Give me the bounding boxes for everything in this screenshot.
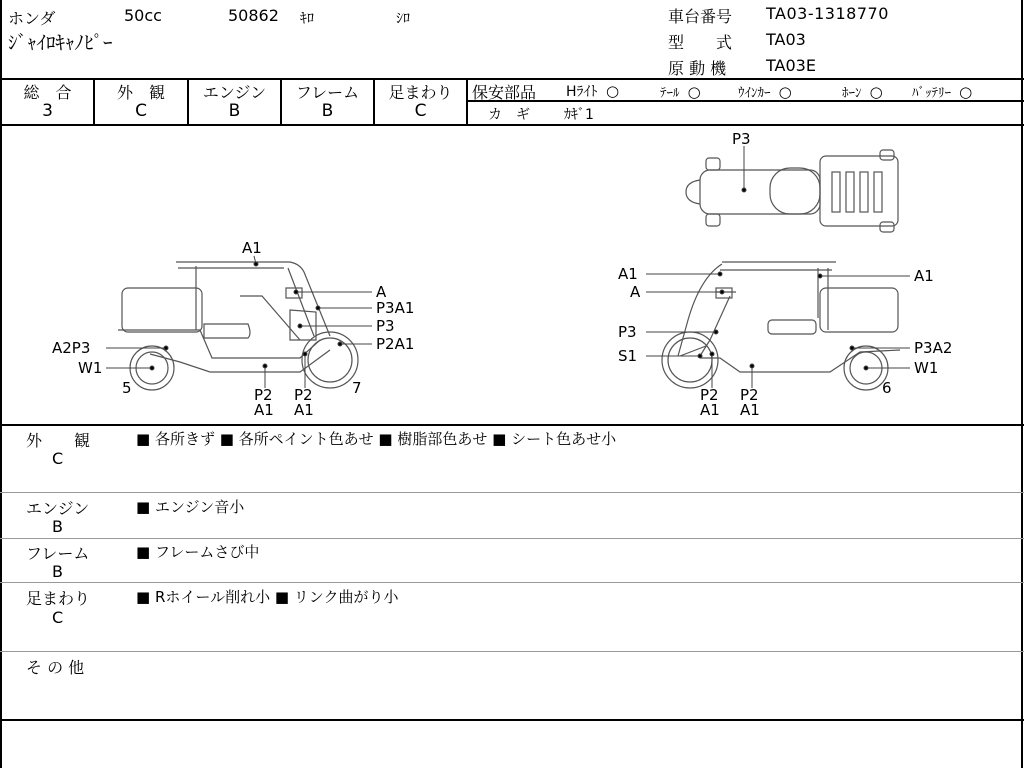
safety-item-headlight <box>566 81 619 101</box>
model-name: ｼﾞｬｲﾛｷｬﾉﾋﾟｰ <box>8 32 113 54</box>
remark-suspension-label: 足まわり <box>26 589 91 608</box>
remarks-bottom-line <box>0 719 1024 721</box>
remark-exterior-text: ■ 各所きず ■ 各所ペイント色あせ ■ 樹脂部色あせ ■ シート色あせ小 <box>136 430 617 448</box>
suspension-grade-value: C <box>414 101 427 121</box>
safety-item-name: Hﾗｲﾄ <box>566 84 598 100</box>
remark-suspension-grade: C <box>52 608 64 627</box>
safety-item-name: ﾎｰﾝ <box>842 86 862 101</box>
left-rear-num: 5 <box>122 379 132 397</box>
left-p3-label: P3 <box>376 317 395 335</box>
safety-item-tail <box>660 82 701 101</box>
right-side-scooter <box>662 262 900 390</box>
maker: ホンダ <box>8 9 56 28</box>
right-floor-a1b: A1 <box>740 401 760 419</box>
remark-divider <box>0 582 1024 583</box>
chassis-label: 車台番号 <box>668 7 733 26</box>
remark-divider <box>0 651 1024 652</box>
remark-frame-grade: B <box>52 562 63 581</box>
right-p3-label: P3 <box>618 323 637 341</box>
left-floor-a1b: A1 <box>294 401 314 419</box>
left-a-label: A <box>376 283 387 301</box>
overall-value: 3 <box>42 101 53 121</box>
engine-model-label: 原 動 機 <box>668 59 727 78</box>
remark-suspension-text: ■ Rホイール削れ小 ■ リンク曲がり小 <box>136 588 399 606</box>
type-value: TA03 <box>766 30 806 49</box>
frame-grade-value: B <box>321 101 334 121</box>
exterior-grade-value: C <box>135 101 147 121</box>
right-rear-num: 6 <box>882 379 892 397</box>
safety-item-mark: ○ <box>605 82 620 100</box>
safety-item-battery <box>912 82 972 101</box>
right-w1-label: W1 <box>914 359 939 377</box>
engine-grade-value: B <box>228 101 241 121</box>
right-floor-a1a: A1 <box>700 401 720 419</box>
right-a1-label: A1 <box>618 265 638 283</box>
overall-label: 総 合 <box>23 83 72 102</box>
remark-exterior-label: 外 観 <box>26 431 91 450</box>
left-floor-p2b: P2 <box>294 386 313 404</box>
right-a-label: A <box>630 283 641 301</box>
remark-frame-text: ■ フレームさび中 <box>136 543 260 561</box>
left-floor-p2a: P2 <box>254 386 273 404</box>
left-p3a1-label: P3A1 <box>376 299 415 317</box>
safety-item-horn <box>842 82 883 101</box>
left-floor-a1a: A1 <box>254 401 274 419</box>
top-view-scooter <box>686 150 898 232</box>
mileage: 50862 <box>228 6 279 25</box>
safety-item-mark: ○ <box>869 83 883 101</box>
right-floor-p2a: P2 <box>700 386 719 404</box>
engine-grade-label: エンジン <box>202 83 267 102</box>
right-p3a2-label: P3A2 <box>914 339 953 357</box>
displacement: 50cc <box>124 6 162 25</box>
right-floor-p2b: P2 <box>740 386 759 404</box>
type-label: 型 式 <box>668 33 733 52</box>
diagram-bottom-line <box>0 424 1024 426</box>
key-label: カ ギ <box>488 107 530 123</box>
left-a2p3-label: A2P3 <box>52 339 91 357</box>
right-s1-label: S1 <box>618 347 638 365</box>
safety-item-name: ﾃｰﾙ <box>660 86 680 101</box>
color: ｼﾛ <box>396 11 410 27</box>
remark-exterior-grade: C <box>52 449 64 468</box>
remark-divider <box>0 538 1024 539</box>
remark-frame-label: フレーム <box>26 544 90 563</box>
grade-divider <box>466 78 468 126</box>
remark-engine-text: ■ エンジン音小 <box>136 498 245 516</box>
left-front-num: 7 <box>352 379 362 397</box>
engine-model-value: TA03E <box>766 56 816 75</box>
top-p3-label: P3 <box>732 130 751 148</box>
safety-item-mark: ○ <box>687 83 701 101</box>
safety-item-mark: ○ <box>959 83 973 101</box>
mileage-unit: ｷﾛ <box>300 11 314 27</box>
left-p2a1-label: P2A1 <box>376 335 415 353</box>
safety-item-mark: ○ <box>778 83 792 101</box>
safety-item-winker <box>738 82 792 101</box>
remark-other-label: そ の 他 <box>26 658 85 677</box>
key-value: ｶｷﾞ1 <box>564 107 594 123</box>
suspension-grade-label: 足まわり <box>388 83 453 102</box>
left-w1-label: W1 <box>78 359 103 377</box>
exterior-grade-label: 外 観 <box>116 83 165 102</box>
chassis-value: TA03-1318770 <box>766 4 889 23</box>
safety-label: 保安部品 <box>472 83 537 102</box>
damage-diagram <box>0 126 1024 424</box>
frame-grade-label: フレーム <box>295 83 360 102</box>
left-roof-label: A1 <box>242 239 262 257</box>
safety-item-name: ﾊﾞｯﾃﾘｰ <box>912 86 951 101</box>
remark-divider <box>0 492 1024 493</box>
safety-item-name: ｳｲﾝｶｰ <box>738 86 771 101</box>
remark-engine-label: エンジン <box>26 499 90 518</box>
right-rear-a1-label: A1 <box>914 267 934 285</box>
remark-engine-grade: B <box>52 517 63 536</box>
